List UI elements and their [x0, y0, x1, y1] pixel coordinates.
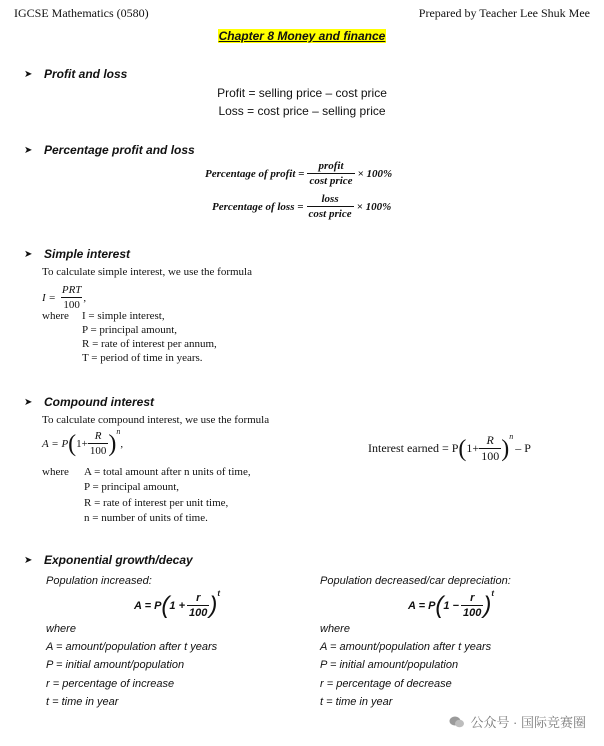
decay-def: r = percentage of decrease: [320, 678, 452, 690]
growth-def: A = amount/population after t years: [46, 641, 218, 653]
compound-def: A = total amount after n units of time,: [84, 466, 251, 478]
interest-earned-formula: Interest earned = P ( 1+ $\frac{R}{100}$ ) n – P: [368, 432, 531, 464]
decay-where: where: [320, 623, 350, 635]
bullet-arrow-icon: ➤: [24, 68, 33, 80]
fraction: $\frac{R}{100}$: [481, 433, 500, 464]
percentage-profit-formula: Percentage of profit = $\frac{\text{profit}}{\text{cost price}}$ × 100%: [205, 160, 393, 188]
wechat-icon: [449, 715, 465, 729]
decay-heading: Population decreased/car depreciation:: [320, 575, 511, 587]
growth-def: r = percentage of increase: [46, 678, 175, 690]
decay-def: t = time in year: [320, 696, 393, 708]
section-percentage: ➤ Percentage profit and loss: [24, 143, 195, 157]
decay-def: P = initial amount/population: [320, 659, 459, 671]
loss-formula: Loss = cost price – selling price: [218, 104, 386, 118]
section-simple-interest: ➤ Simple interest: [24, 247, 131, 261]
compound-def: P = principal amount,: [84, 481, 180, 493]
simple-interest-formula: I = $\frac{\text{PRT}}{100}$ ,: [42, 284, 87, 312]
profit-formula: Profit = selling price – cost price: [217, 86, 387, 100]
simple-def: R = rate of interest per annum,: [82, 338, 217, 350]
simple-where: where: [42, 310, 69, 322]
fraction: $\frac{\text{profit}}{\text{cost price}}$: [309, 160, 353, 188]
compound-intro: To calculate compound interest, we use the formula: [42, 414, 270, 426]
fraction: $\frac{\text{PRT}}{100}$: [61, 284, 82, 312]
decay-def: A = amount/population after t years: [320, 641, 492, 653]
section-compound-interest: ➤ Compound interest: [24, 395, 154, 409]
growth-heading: Population increased:: [46, 575, 152, 587]
compound-interest-formula: A = P ( 1+ $\frac{R}{100}$ ) n ,: [42, 427, 124, 458]
growth-def: t = time in year: [46, 696, 119, 708]
bullet-arrow-icon: ➤: [24, 144, 33, 156]
fraction: $\frac{R}{100}$: [89, 430, 107, 458]
simple-def: T = period of time in years.: [82, 352, 203, 364]
chapter-title: Chapter 8 Money and finance: [218, 29, 386, 43]
compound-def: n = number of units of time.: [84, 512, 208, 524]
simple-intro: To calculate simple interest, we use the formula: [42, 266, 252, 278]
section-profit-loss: ➤ Profit and loss: [24, 67, 128, 81]
bullet-arrow-icon: ➤: [24, 248, 33, 260]
percentage-loss-formula: Percentage of loss = $\frac{\text{loss}}{\text{cost price}}$ × 100%: [212, 193, 392, 221]
compound-where: where: [42, 466, 69, 478]
section-exponential: ➤ Exponential growth/decay: [24, 553, 193, 567]
growth-where: where: [46, 623, 76, 635]
fraction: $\frac{r}{100}$: [189, 592, 208, 620]
growth-def: P = initial amount/population: [46, 659, 185, 671]
bullet-arrow-icon: ➤: [24, 554, 33, 566]
header-author: Prepared by Teacher Lee Shuk Mee: [418, 6, 590, 20]
compound-def: R = rate of interest per unit time,: [84, 497, 229, 509]
bullet-arrow-icon: ➤: [24, 396, 33, 408]
fraction: $\frac{\text{loss}}{\text{cost price}}$: [308, 193, 352, 221]
growth-formula: A = P ( 1 + $\frac{r}{100}$ ) t: [134, 589, 221, 620]
watermark: 公众号 · 国际竞赛圈: [449, 712, 586, 731]
fraction: $\frac{r}{100}$: [463, 592, 482, 620]
header-course: IGCSE Mathematics (0580): [14, 6, 149, 20]
simple-def: I = simple interest,: [82, 310, 165, 322]
simple-def: P = principal amount,: [82, 324, 178, 336]
decay-formula: A = P ( 1 − $\frac{r}{100}$ ) t: [408, 589, 495, 620]
